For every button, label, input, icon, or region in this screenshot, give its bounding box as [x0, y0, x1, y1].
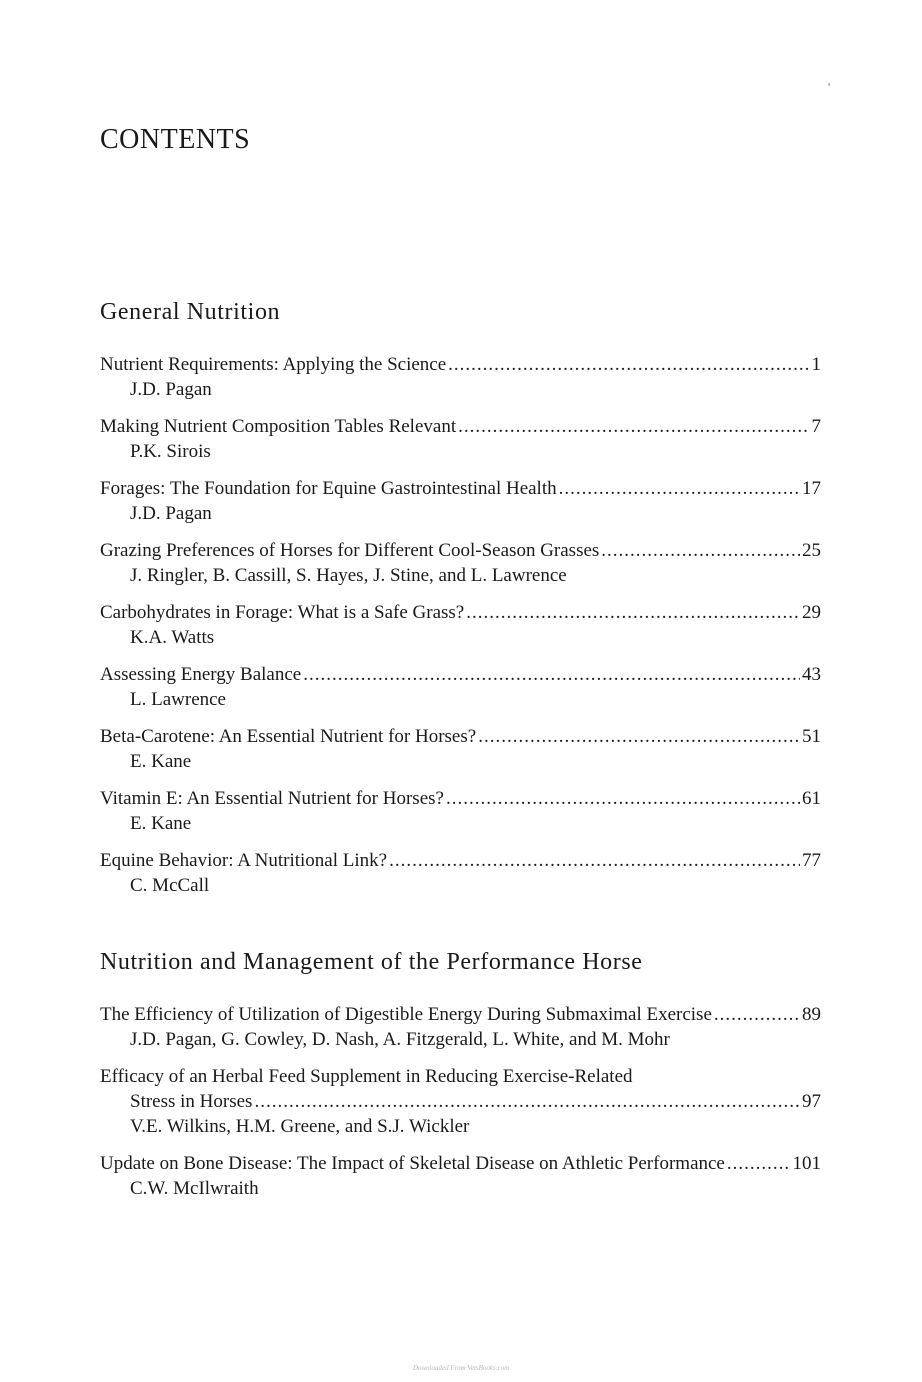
entry-title-line	[100, 724, 821, 749]
toc-entry[interactable]	[100, 538, 821, 588]
entry-page-number: 7	[811, 416, 821, 437]
toc-entry[interactable]	[100, 600, 821, 650]
entry-title: The Efficiency of Utilization of Digestible Energy During Submaximal Exercise	[100, 1004, 712, 1025]
section-performance-horse	[100, 948, 821, 1213]
entry-title: Beta-Carotene: An Essential Nutrient for Horses?	[100, 726, 477, 747]
entry-page-number: 89	[802, 1004, 821, 1025]
leader-dots	[727, 1151, 791, 1176]
entry-title-line	[100, 1064, 821, 1089]
leader-dots	[601, 538, 800, 563]
entry-title-cont: Stress in Horses	[130, 1091, 253, 1112]
leader-dots	[303, 662, 800, 687]
entry-page-number: 25	[802, 540, 821, 561]
toc-entry[interactable]	[100, 476, 821, 526]
entry-title-line	[100, 538, 821, 563]
entry-title: Grazing Preferences of Horses for Different Cool-Season Grasses	[100, 540, 600, 561]
toc-entry[interactable]	[100, 1064, 821, 1139]
entry-author: E. Kane	[130, 813, 192, 834]
entry-title: Forages: The Foundation for Equine Gastrointestinal Health	[100, 478, 557, 499]
entry-page-number: 77	[802, 850, 821, 871]
entry-title-line	[100, 352, 821, 377]
section-heading: Nutrition and Management of the Performance Horse	[100, 949, 643, 975]
entry-author: K.A. Watts	[130, 627, 215, 648]
entry-title: Assessing Energy Balance	[100, 664, 302, 685]
entry-title-line	[100, 600, 821, 625]
leader-dots	[448, 352, 809, 377]
entry-title-line	[100, 476, 821, 501]
entry-title-line	[100, 1151, 821, 1176]
leader-dots	[559, 476, 800, 501]
entry-title: Carbohydrates in Forage: What is a Safe Grass?	[100, 602, 465, 623]
leader-dots	[478, 724, 800, 749]
entry-author: L. Lawrence	[130, 689, 226, 710]
entry-page-number: 101	[792, 1153, 821, 1174]
entry-author: J.D. Pagan	[130, 379, 212, 400]
page-title: CONTENTS	[100, 124, 251, 155]
section-heading: General Nutrition	[100, 299, 281, 325]
entry-title: Update on Bone Disease: The Impact of Skeletal Disease on Athletic Performance	[100, 1153, 725, 1174]
entry-title: Vitamin E: An Essential Nutrient for Horses?	[100, 788, 444, 809]
entry-page-number: 1	[811, 354, 821, 375]
entry-page-number: 29	[802, 602, 821, 623]
leader-dots	[466, 600, 800, 625]
entry-title-continuation	[100, 1089, 821, 1114]
entry-author: E. Kane	[130, 751, 192, 772]
toc-entry[interactable]	[100, 848, 821, 898]
entry-page-number: 17	[802, 478, 821, 499]
entry-title: Making Nutrient Composition Tables Relevant	[100, 416, 457, 437]
corner-mark: '	[828, 80, 831, 94]
entry-author: C.W. McIlwraith	[130, 1178, 259, 1199]
section-general-nutrition	[100, 298, 821, 910]
toc-entry[interactable]	[100, 414, 821, 464]
entry-page-number: 61	[802, 788, 821, 809]
footer-watermark: Downloaded From VetsBooks.com	[412, 1364, 510, 1372]
toc-entry[interactable]	[100, 662, 821, 712]
entry-page-number: 97	[802, 1091, 821, 1112]
entry-title: Efficacy of an Herbal Feed Supplement in Reducing Exercise-Related	[100, 1066, 633, 1087]
toc-entry[interactable]	[100, 786, 821, 836]
entry-author: J. Ringler, B. Cassill, S. Hayes, J. Stine, and L. Lawrence	[130, 565, 567, 586]
entry-title-line	[100, 1002, 821, 1027]
entry-title-line	[100, 786, 821, 811]
entry-page-number: 43	[802, 664, 821, 685]
entry-title-line	[100, 848, 821, 873]
entry-author: J.D. Pagan	[130, 503, 212, 524]
leader-dots	[446, 786, 800, 811]
entry-author: P.K. Sirois	[130, 441, 211, 462]
toc-entry[interactable]	[100, 1002, 821, 1052]
leader-dots	[389, 848, 800, 873]
entry-author: V.E. Wilkins, H.M. Greene, and S.J. Wickler	[130, 1116, 470, 1137]
entry-author: J.D. Pagan, G. Cowley, D. Nash, A. Fitzgerald, L. White, and M. Mohr	[130, 1029, 670, 1050]
entry-page-number: 51	[802, 726, 821, 747]
leader-dots	[714, 1002, 800, 1027]
toc-entry[interactable]	[100, 352, 821, 402]
toc-entry[interactable]	[100, 1151, 821, 1201]
entry-title-line	[100, 414, 821, 439]
entry-author: C. McCall	[130, 875, 210, 896]
leader-dots	[254, 1089, 800, 1114]
entry-title-line	[100, 662, 821, 687]
entry-title: Equine Behavior: A Nutritional Link?	[100, 850, 388, 871]
leader-dots	[458, 414, 809, 439]
toc-entry[interactable]	[100, 724, 821, 774]
entry-title: Nutrient Requirements: Applying the Science	[100, 354, 447, 375]
